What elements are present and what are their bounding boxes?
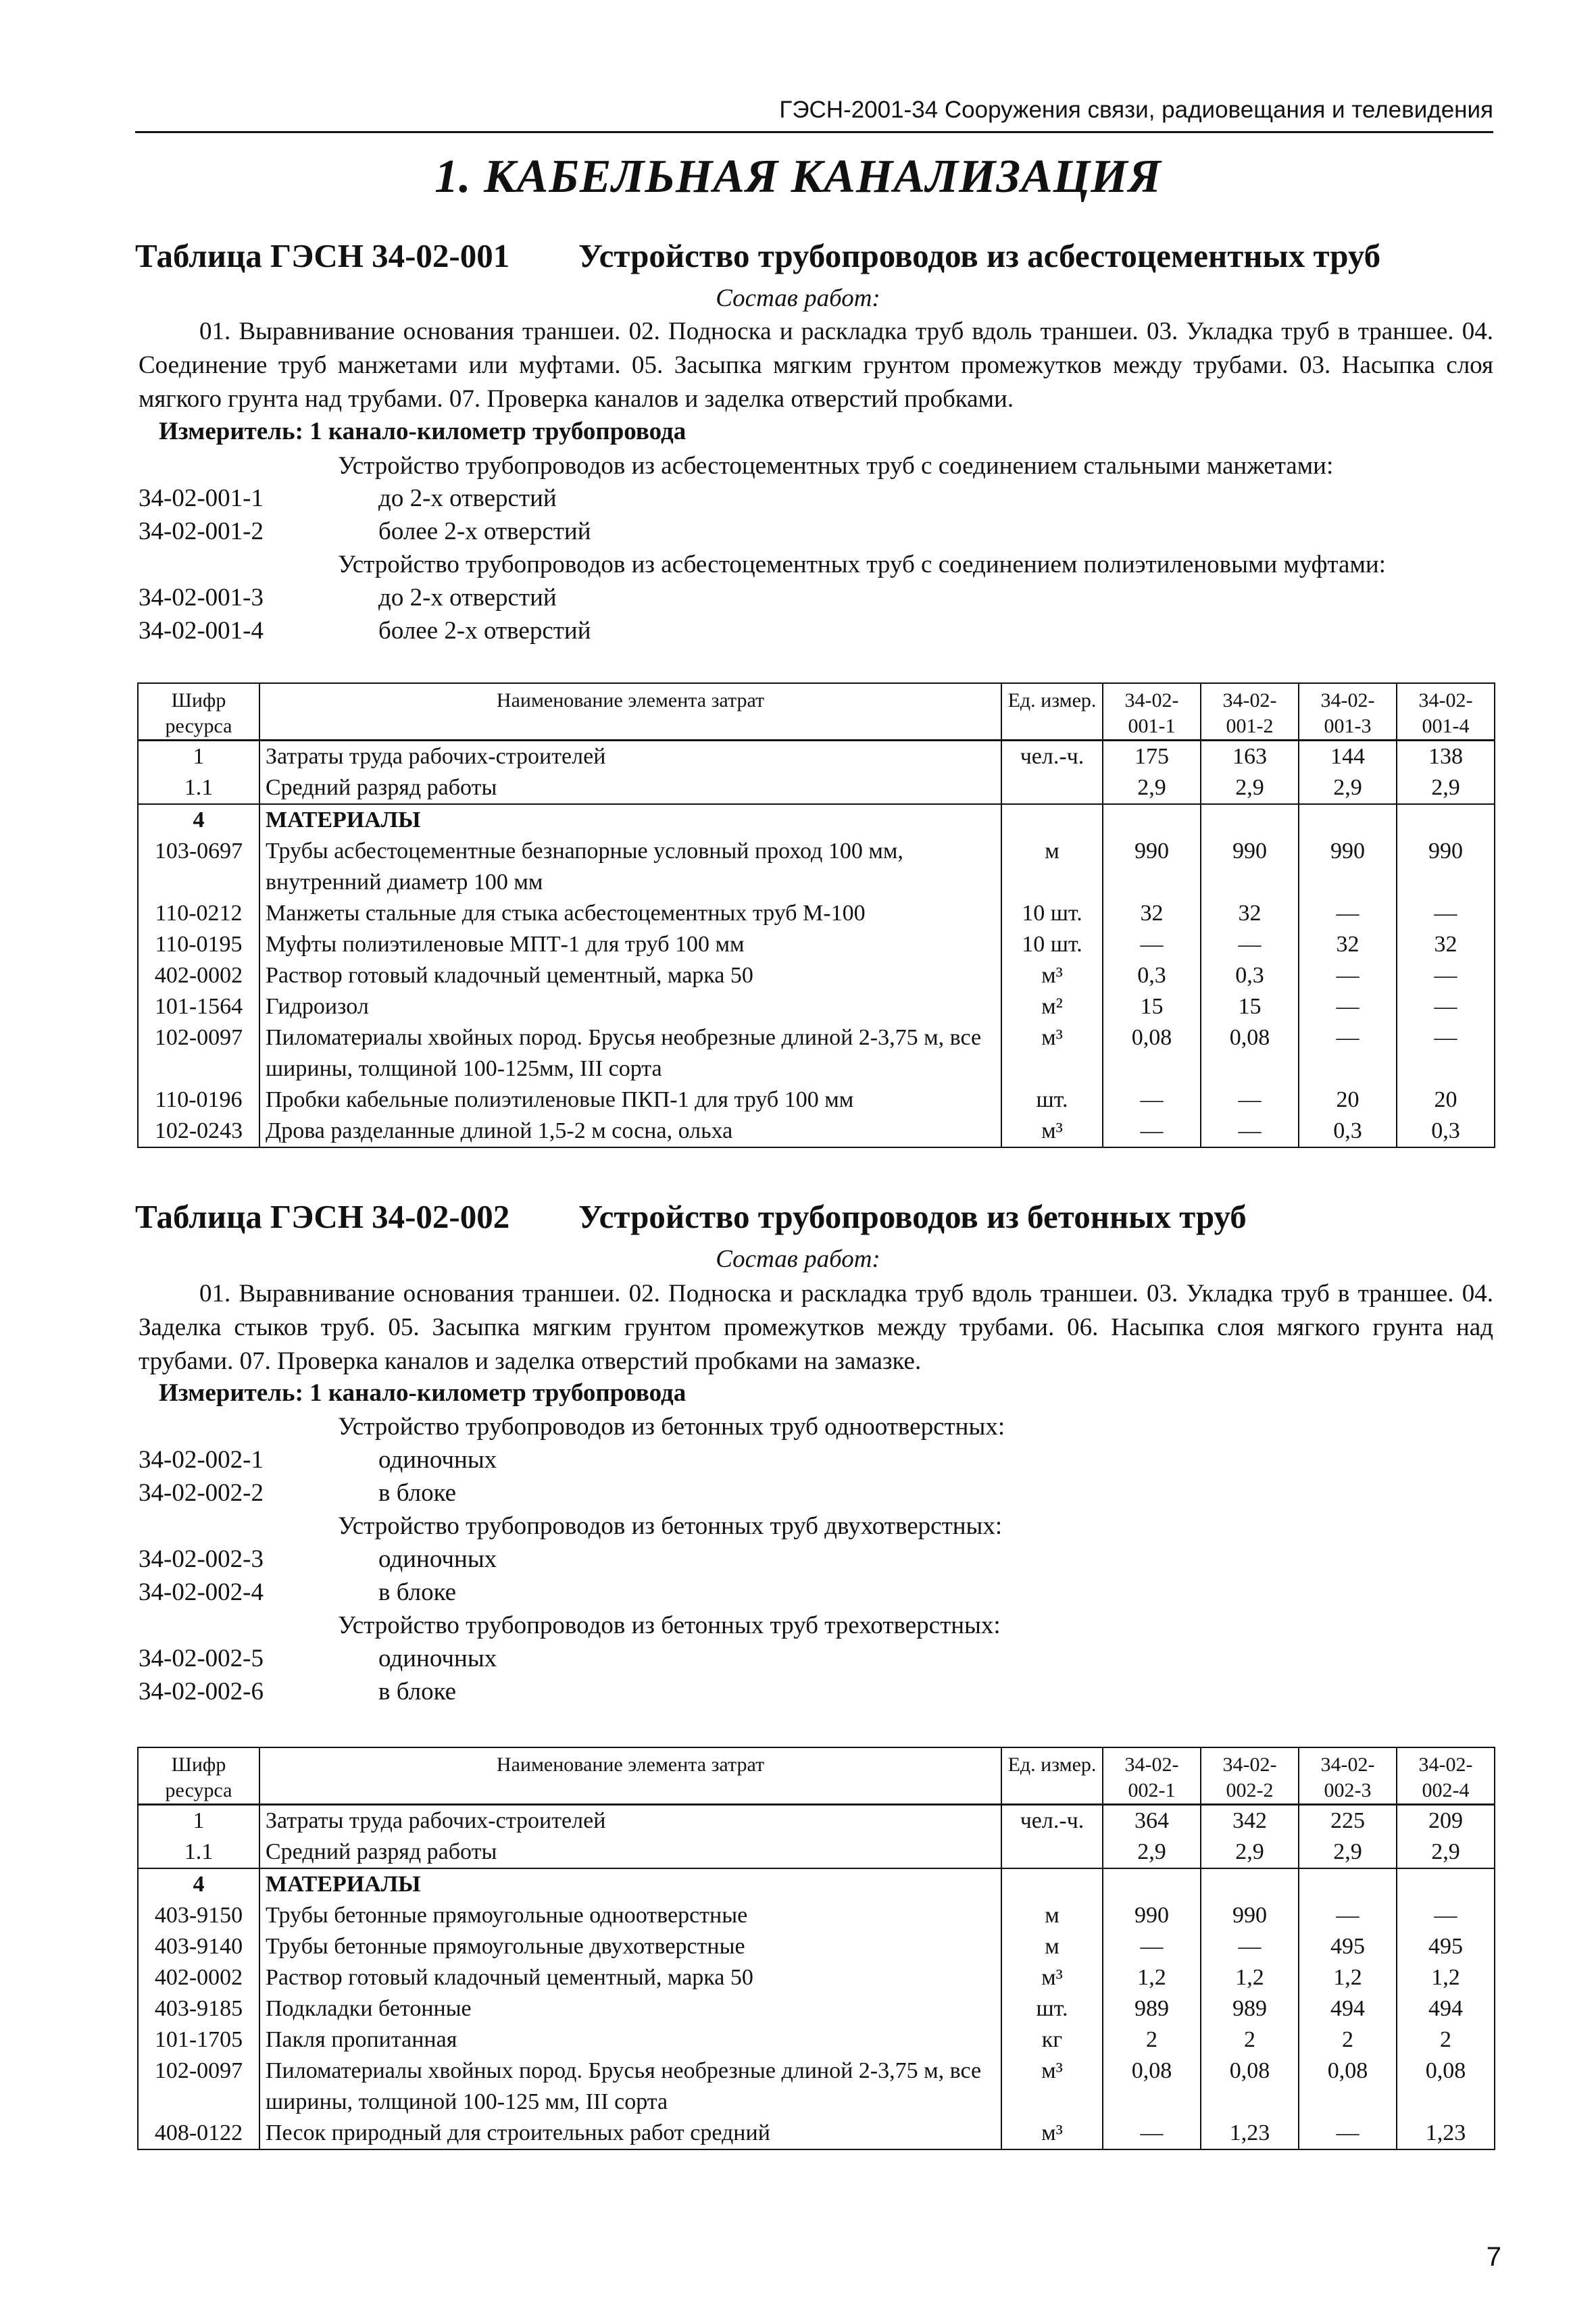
cell-value: 0,08 (1201, 2056, 1299, 2118)
cell-unit: м² (1001, 991, 1103, 1022)
cell-value: 2,9 (1201, 772, 1299, 804)
cell-value: 1,2 (1201, 1962, 1299, 1993)
table-row (138, 1022, 1495, 1085)
cell-value: 1,2 (1103, 1962, 1201, 1993)
table1-variant4-code: 34-02-001-4 (139, 617, 264, 645)
cell-value: — (1299, 2118, 1397, 2149)
cell-value: 2,9 (1201, 1837, 1299, 1868)
table-row (138, 804, 1495, 836)
table-row (138, 741, 1495, 773)
table2-variant5-code: 34-02-002-5 (139, 1645, 264, 1672)
cell-name: Затраты труда рабочих-строителей (259, 741, 1001, 773)
cell-name: МАТЕРИАЛЫ (259, 804, 1001, 836)
cell-code: 1.1 (138, 772, 259, 804)
header-unit: Ед. измер. (1001, 683, 1103, 741)
table2-group2: Устройство трубопроводов из бетонных труб двухотверстных: (338, 1512, 1003, 1540)
cell-value: — (1397, 991, 1495, 1022)
header-col3: 34-02- 001-3 (1299, 683, 1397, 741)
cell-code: 110-0195 (138, 929, 259, 960)
table1-number: Таблица ГЭСН 34-02-001 (135, 237, 510, 274)
cell-name: Трубы асбестоцементные безнапорные условный проход 100 мм, внутренний диаметр 100 мм (259, 836, 1001, 898)
header-col4: 34-02- 001-4 (1397, 683, 1495, 741)
table-row (138, 2024, 1495, 2056)
cell-value: 364 (1103, 1805, 1201, 1837)
table1-meter: Измеритель: 1 канало-километр трубопровода (159, 418, 687, 445)
cell-unit: м³ (1001, 2118, 1103, 2149)
cell-value: 990 (1103, 836, 1201, 898)
cell-value: 2 (1299, 2024, 1397, 2056)
cell-unit: м³ (1001, 1022, 1103, 1085)
cell-code: 403-9140 (138, 1931, 259, 1962)
cell-unit (1001, 804, 1103, 836)
cell-value: — (1397, 960, 1495, 991)
table-row (138, 772, 1495, 804)
cell-unit: м (1001, 1931, 1103, 1962)
cell-value (1103, 1868, 1201, 1900)
table-row (138, 960, 1495, 991)
cell-value: 989 (1103, 1993, 1201, 2024)
header-name: Наименование элемента затрат (259, 1747, 1001, 1805)
cell-value: 32 (1397, 929, 1495, 960)
cell-name: Муфты полиэтиленовые МПТ-1 для труб 100 мм (259, 929, 1001, 960)
cell-name: Раствор готовый кладочный цементный, марка 50 (259, 960, 1001, 991)
cell-value: 15 (1201, 991, 1299, 1022)
cell-code: 102-0097 (138, 1022, 259, 1085)
cell-value: 1,2 (1397, 1962, 1495, 1993)
page-number: 7 (1486, 2242, 1501, 2272)
cell-value: 0,08 (1103, 2056, 1201, 2118)
cell-value: 20 (1397, 1085, 1495, 1116)
table2-variant3-desc: одиночных (378, 1545, 497, 1573)
table1-variant4-desc: более 2-х отверстий (378, 617, 591, 645)
header-code: Шифр ресурса (138, 683, 259, 741)
cell-name: Песок природный для строительных работ средний (259, 2118, 1001, 2149)
cell-value: 990 (1103, 1900, 1201, 1931)
cell-value: 32 (1201, 898, 1299, 929)
cell-value: — (1103, 1931, 1201, 1962)
cell-value: 163 (1201, 741, 1299, 773)
table2-variant3-code: 34-02-002-3 (139, 1545, 264, 1573)
cell-code: 101-1564 (138, 991, 259, 1022)
cell-code: 408-0122 (138, 2118, 259, 2149)
cell-code: 402-0002 (138, 960, 259, 991)
cell-name: Пиломатериалы хвойных пород. Брусья необрезные длиной 2-3,75 м, все ширины, толщиной 100-125мм, III сорта (259, 1022, 1001, 1085)
cell-code: 4 (138, 1868, 259, 1900)
cell-value (1201, 1868, 1299, 1900)
cell-value (1397, 804, 1495, 836)
cell-value: — (1299, 960, 1397, 991)
table-row (138, 991, 1495, 1022)
cell-value (1103, 804, 1201, 836)
cell-unit: чел.-ч. (1001, 1805, 1103, 1837)
cell-value: — (1299, 1900, 1397, 1931)
table2-number: Таблица ГЭСН 34-02-002 (135, 1198, 510, 1235)
cell-value: 0,3 (1299, 1116, 1397, 1147)
table2-title: Устройство трубопроводов из бетонных труб (578, 1198, 1247, 1235)
table2-variant2-desc: в блоке (378, 1479, 457, 1507)
cell-code: 4 (138, 804, 259, 836)
table-row (138, 1805, 1495, 1837)
table-row (138, 836, 1495, 898)
cell-name: Гидроизол (259, 991, 1001, 1022)
table-row (138, 2118, 1495, 2149)
table2-variant5-desc: одиночных (378, 1645, 497, 1672)
cell-value (1201, 804, 1299, 836)
table-row (138, 1868, 1495, 1900)
cell-value: — (1397, 1022, 1495, 1085)
cell-value: 494 (1299, 1993, 1397, 2024)
cell-unit: м (1001, 836, 1103, 898)
table2-variant1-code: 34-02-002-1 (139, 1446, 264, 1474)
cell-unit: шт. (1001, 1085, 1103, 1116)
cell-value: 175 (1103, 741, 1201, 773)
cell-code: 101-1705 (138, 2024, 259, 2056)
cell-code: 110-0196 (138, 1085, 259, 1116)
cell-value: 494 (1397, 1993, 1495, 2024)
cell-value: 225 (1299, 1805, 1397, 1837)
cell-value: — (1299, 1022, 1397, 1085)
cell-value: 1,23 (1201, 2118, 1299, 2149)
cell-name: МАТЕРИАЛЫ (259, 1868, 1001, 1900)
cell-value: 989 (1201, 1993, 1299, 2024)
cell-unit: шт. (1001, 1993, 1103, 2024)
header-unit: Ед. измер. (1001, 1747, 1103, 1805)
cell-code: 102-0097 (138, 2056, 259, 2118)
cell-value (1299, 804, 1397, 836)
cell-name: Манжеты стальные для стыка асбестоцементных труб М-100 (259, 898, 1001, 929)
cell-value: 2 (1103, 2024, 1201, 2056)
cell-name: Подкладки бетонные (259, 1993, 1001, 2024)
cell-value: 2,9 (1103, 772, 1201, 804)
cell-value: 2,9 (1299, 1837, 1397, 1868)
cell-value: 32 (1103, 898, 1201, 929)
table-row (138, 1962, 1495, 1993)
table2-heading (135, 1197, 1493, 1245)
cell-value: 990 (1201, 836, 1299, 898)
cell-unit: чел.-ч. (1001, 741, 1103, 773)
cell-name: Средний разряд работы (259, 1837, 1001, 1868)
cell-unit: 10 шт. (1001, 929, 1103, 960)
table1-variant1-desc: до 2-х отверстий (378, 484, 557, 512)
cell-name: Трубы бетонные прямоугольные одноотверстные (259, 1900, 1001, 1931)
cell-unit: м³ (1001, 1962, 1103, 1993)
table-row (138, 1900, 1495, 1931)
cell-value: 20 (1299, 1085, 1397, 1116)
cell-unit (1001, 1837, 1103, 1868)
table2-group1: Устройство трубопроводов из бетонных труб одноотверстных: (338, 1413, 1005, 1441)
header-col2: 34-02- 001-2 (1201, 683, 1299, 741)
cell-value: — (1201, 1085, 1299, 1116)
cell-name: Пробки кабельные полиэтиленовые ПКП-1 для труб 100 мм (259, 1085, 1001, 1116)
table1-title: Устройство трубопроводов из асбестоцементных труб (578, 237, 1381, 274)
cell-value: — (1201, 1931, 1299, 1962)
cell-name: Трубы бетонные прямоугольные двухотверстные (259, 1931, 1001, 1962)
table1-variant3-code: 34-02-001-3 (139, 584, 264, 612)
cell-code: 1.1 (138, 1837, 259, 1868)
table1-variant2-code: 34-02-001-2 (139, 518, 264, 545)
cell-unit (1001, 772, 1103, 804)
header-col1: 34-02- 001-1 (1103, 683, 1201, 741)
cell-value: 495 (1397, 1931, 1495, 1962)
table1-variant1-code: 34-02-001-1 (139, 484, 264, 512)
cell-value: 2,9 (1103, 1837, 1201, 1868)
cell-value (1299, 1868, 1397, 1900)
cell-unit: кг (1001, 2024, 1103, 2056)
cell-value: — (1103, 929, 1201, 960)
cell-value: 495 (1299, 1931, 1397, 1962)
table-header-row (138, 1747, 1495, 1805)
cell-value: — (1103, 1085, 1201, 1116)
cell-code: 103-0697 (138, 836, 259, 898)
cell-unit: 10 шт. (1001, 898, 1103, 929)
cell-value: 2 (1201, 2024, 1299, 2056)
cell-value: 342 (1201, 1805, 1299, 1837)
table-row (138, 2056, 1495, 2118)
table-row (138, 1085, 1495, 1116)
table-row (138, 1837, 1495, 1868)
cell-code: 403-9185 (138, 1993, 259, 2024)
table2-variant2-code: 34-02-002-2 (139, 1479, 264, 1507)
cell-value: — (1397, 1900, 1495, 1931)
cell-value: 1,23 (1397, 2118, 1495, 2149)
table1-resources (137, 682, 1495, 1148)
table2-variant6-desc: в блоке (378, 1678, 457, 1706)
table2-variant4-desc: в блоке (378, 1578, 457, 1606)
cell-value: 2,9 (1397, 772, 1495, 804)
cell-unit: м³ (1001, 2056, 1103, 2118)
cell-value: 0,3 (1103, 960, 1201, 991)
cell-value: 990 (1201, 1900, 1299, 1931)
cell-value: 138 (1397, 741, 1495, 773)
cell-value: — (1201, 1116, 1299, 1147)
cell-code: 110-0212 (138, 898, 259, 929)
cell-value: 0,08 (1103, 1022, 1201, 1085)
cell-value: 0,3 (1201, 960, 1299, 991)
table-row (138, 1993, 1495, 2024)
cell-name: Средний разряд работы (259, 772, 1001, 804)
cell-code: 1 (138, 1805, 259, 1837)
header-col1: 34-02- 002-1 (1103, 1747, 1201, 1805)
cell-value: — (1103, 2118, 1201, 2149)
header-col4: 34-02- 002-4 (1397, 1747, 1495, 1805)
cell-unit: м (1001, 1900, 1103, 1931)
cell-value: — (1299, 991, 1397, 1022)
running-header: ГЭСН-2001-34 Сооружения связи, радиовещания и телевидения (135, 93, 1493, 133)
cell-value: 32 (1299, 929, 1397, 960)
cell-value (1397, 1868, 1495, 1900)
cell-value: 15 (1103, 991, 1201, 1022)
cell-name: Раствор готовый кладочный цементный, марка 50 (259, 1962, 1001, 1993)
table1-group2: Устройство трубопроводов из асбестоцементных труб с соединением полиэтиленовыми муфтами: (338, 551, 1386, 578)
cell-name: Дрова разделанные длиной 1,5-2 м сосна, ольха (259, 1116, 1001, 1147)
cell-name: Пиломатериалы хвойных пород. Брусья необрезные длиной 2-3,75 м, все ширины, толщиной 100-125 мм, III сорта (259, 2056, 1001, 2118)
table1-sostav-label: Состав работ: (716, 284, 880, 312)
table2-variant6-code: 34-02-002-6 (139, 1678, 264, 1706)
cell-value: — (1201, 929, 1299, 960)
cell-unit: м³ (1001, 1116, 1103, 1147)
table2-sostav-text: 01. Выравнивание основания траншеи. 02. Подноска и раскладка труб вдоль траншеи. 03. Укладка труб в траншее. 04. Заделка стыков труб. 05. Засыпка мягким грунтом промежутков между трубами. 06. Насыпка слоя мягкого грунта над трубами. 07. Проверка каналов и заделка отверстий пробками на замазке. (139, 1280, 1493, 1375)
cell-value: — (1299, 898, 1397, 929)
cell-code: 1 (138, 741, 259, 773)
table-row (138, 929, 1495, 960)
cell-value: — (1397, 898, 1495, 929)
table1-variant3-desc: до 2-х отверстий (378, 584, 557, 612)
cell-code: 102-0243 (138, 1116, 259, 1147)
table2-variant4-code: 34-02-002-4 (139, 1578, 264, 1606)
table2-meter: Измеритель: 1 канало-километр трубопровода (159, 1379, 687, 1407)
table1-heading (135, 237, 1493, 284)
cell-code: 403-9150 (138, 1900, 259, 1931)
header-name: Наименование элемента затрат (259, 683, 1001, 741)
cell-value: 2 (1397, 2024, 1495, 2056)
cell-value: 0,3 (1397, 1116, 1495, 1147)
cell-unit: м³ (1001, 960, 1103, 991)
table-row (138, 898, 1495, 929)
cell-value: 2,9 (1299, 772, 1397, 804)
table1-group1: Устройство трубопроводов из асбестоцементных труб с соединением стальными манжетами: (338, 452, 1334, 480)
table2-group3: Устройство трубопроводов из бетонных труб трехотверстных: (338, 1612, 1001, 1639)
table2-variant1-desc: одиночных (378, 1446, 497, 1474)
cell-value: 2,9 (1397, 1837, 1495, 1868)
header-code: Шифр ресурса (138, 1747, 259, 1805)
cell-value: 0,08 (1397, 2056, 1495, 2118)
table1-variant2-desc: более 2-х отверстий (378, 518, 591, 545)
cell-value: 1,2 (1299, 1962, 1397, 1993)
cell-value: 990 (1397, 836, 1495, 898)
table2-sostav-label: Состав работ: (716, 1245, 880, 1273)
header-col3: 34-02- 002-3 (1299, 1747, 1397, 1805)
table1-sostav-text: 01. Выравнивание основания траншеи. 02. Подноска и раскладка труб вдоль траншеи. 03. Укладка труб в траншее. 04. Соединение труб манжетами или муфтами. 05. Засыпка мягким грунтом промежутков между трубами. 03. Насыпка слоя мягкого грунта над трубами. 07. Проверка каналов и заделка отверстий пробками. (139, 318, 1493, 413)
cell-name: Пакля пропитанная (259, 2024, 1001, 2056)
cell-unit (1001, 1868, 1103, 1900)
cell-value: 144 (1299, 741, 1397, 773)
cell-value: — (1103, 1116, 1201, 1147)
table-row (138, 1931, 1495, 1962)
table-header-row (138, 683, 1495, 741)
table-row (138, 1116, 1495, 1147)
cell-code: 402-0002 (138, 1962, 259, 1993)
cell-value: 209 (1397, 1805, 1495, 1837)
section-title: 1. КАБЕЛЬНАЯ КАНАЛИЗАЦИЯ (434, 151, 1162, 203)
header-col2: 34-02- 002-2 (1201, 1747, 1299, 1805)
cell-value: 0,08 (1299, 2056, 1397, 2118)
cell-value: 0,08 (1201, 1022, 1299, 1085)
table2-resources (137, 1747, 1495, 2150)
cell-value: 990 (1299, 836, 1397, 898)
cell-name: Затраты труда рабочих-строителей (259, 1805, 1001, 1837)
